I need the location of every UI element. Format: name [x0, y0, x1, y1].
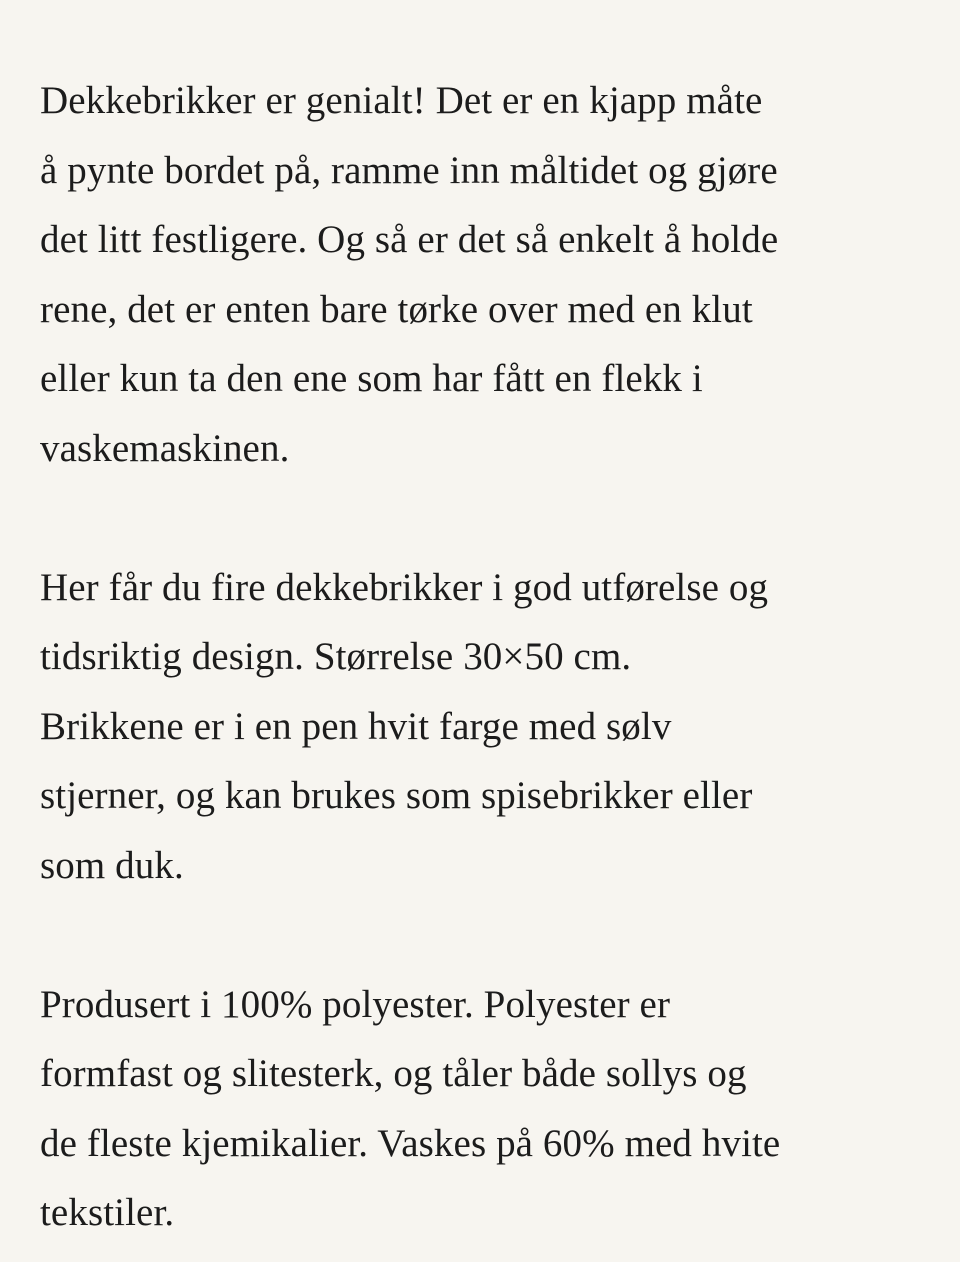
text-line: stjerner, og kan brukes som spisebrikker eller	[40, 774, 753, 817]
text-line: formfast og slitesterk, og tåler både sollys og	[40, 1052, 747, 1095]
text-line: de fleste kjemikalier. Vaskes på 60% med hvite	[40, 1121, 781, 1165]
text-line: tidsriktig design. Størrelse 30×50 cm.	[40, 635, 632, 678]
text-line: Dekkebrikker er genialt! Det er en kjapp måte	[40, 79, 763, 122]
text-line: eller kun ta den ene som har fått en flekk i	[40, 357, 703, 400]
description-paragraph-intro	[40, 66, 922, 483]
text-line: tekstiler.	[40, 1191, 175, 1234]
text-line: rene, det er enten bare tørke over med en klut	[40, 287, 753, 331]
text-line: Produsert i 100% polyester. Polyester er	[40, 982, 671, 1026]
text-line: som duk.	[40, 843, 184, 887]
text-line: Brikkene er i en pen hvit farge med sølv	[40, 704, 672, 748]
text-line: det litt festligere. Og så er det så enkelt å holde	[40, 218, 779, 261]
text-line: vaskemaskinen.	[40, 426, 290, 470]
description-paragraph-details	[40, 553, 922, 901]
description-paragraph-material	[40, 970, 922, 1248]
text-line: Her får du fire dekkebrikker i god utførelse og	[40, 565, 769, 609]
text-line: å pynte bordet på, ramme inn måltidet og gjøre	[40, 148, 778, 192]
